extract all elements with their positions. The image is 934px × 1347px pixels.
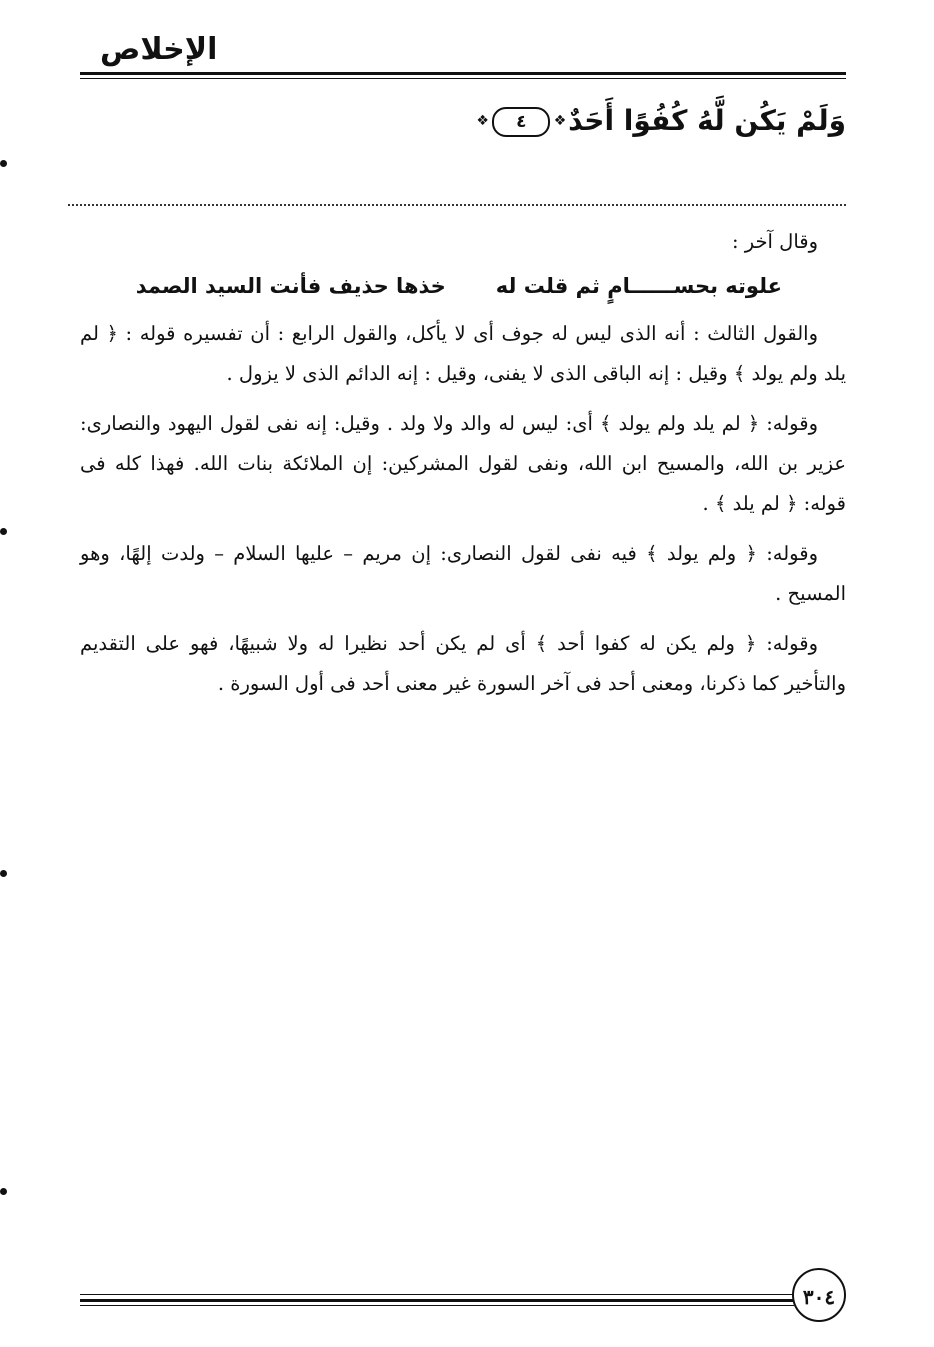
scan-margin-mark xyxy=(0,528,7,535)
ayah-number-marker xyxy=(476,107,567,137)
poem-second-hemistich: خذها حذيف فأنت السيد الصمد xyxy=(135,274,446,298)
ayah-number: ٤ xyxy=(516,112,527,132)
surah-title: الإخلاص xyxy=(100,32,218,67)
ornament-icon: ❖ xyxy=(553,113,567,129)
header-rule xyxy=(80,72,846,79)
poem-intro: وقال آخر : xyxy=(731,230,818,253)
paragraph: وقوله: ﴿ ولم يولد ﴾ فيه نفى لقول النصارى: إن مريم – عليها السلام – ولدت إلهًا، وهو المسيح . xyxy=(80,542,846,605)
scan-margin-mark xyxy=(0,160,7,167)
commentary-text xyxy=(80,222,846,714)
paragraph: وقوله: ﴿ ولم يكن له كفوا أحد ﴾ أى لم يكن أحد نظيرا له ولا شبيهًا، فهو على التقديم والتأخير كما ذكرنا، ومعنى أحد فى آخر السورة غير معنى أحد فى أول السورة . xyxy=(80,632,846,695)
quran-verse xyxy=(146,96,846,146)
paragraph: وقوله: ﴿ لم يلد ولم يولد ﴾ أى: ليس له والد ولا ولد . وقيل: إنه نفى لقول اليهود والنصارى: عزير بن الله، والمسيح ابن الله، ونفى لقول المشركين: إن الملائكة بنات الله. فهذا كله فى قوله: ﴿ لم يلد ﴾ . xyxy=(80,412,846,515)
verse-text: وَلَمْ يَكُن لَّهُ كُفُوًا أَحَدٌ xyxy=(568,104,846,137)
poem-first-hemistich: علوته بحســــــامٍ ثم قلت له xyxy=(495,274,782,298)
section-divider xyxy=(68,204,846,206)
scan-margin-mark xyxy=(0,1188,7,1195)
page-number: ٣٠٤ xyxy=(792,1268,846,1322)
ornament-icon: ❖ xyxy=(476,113,489,129)
scan-margin-mark xyxy=(0,870,7,877)
paragraph: والقول الثالث : أنه الذى ليس له جوف أى لا يأكل، والقول الرابع : أن تفسيره قوله : ﴿ لم يلد ولم يولد ﴾ وقيل : إنه الباقى الذى لا يفنى، وقيل : إنه الدائم الذى لا يزول . xyxy=(80,322,846,385)
poem-verse xyxy=(80,264,782,308)
